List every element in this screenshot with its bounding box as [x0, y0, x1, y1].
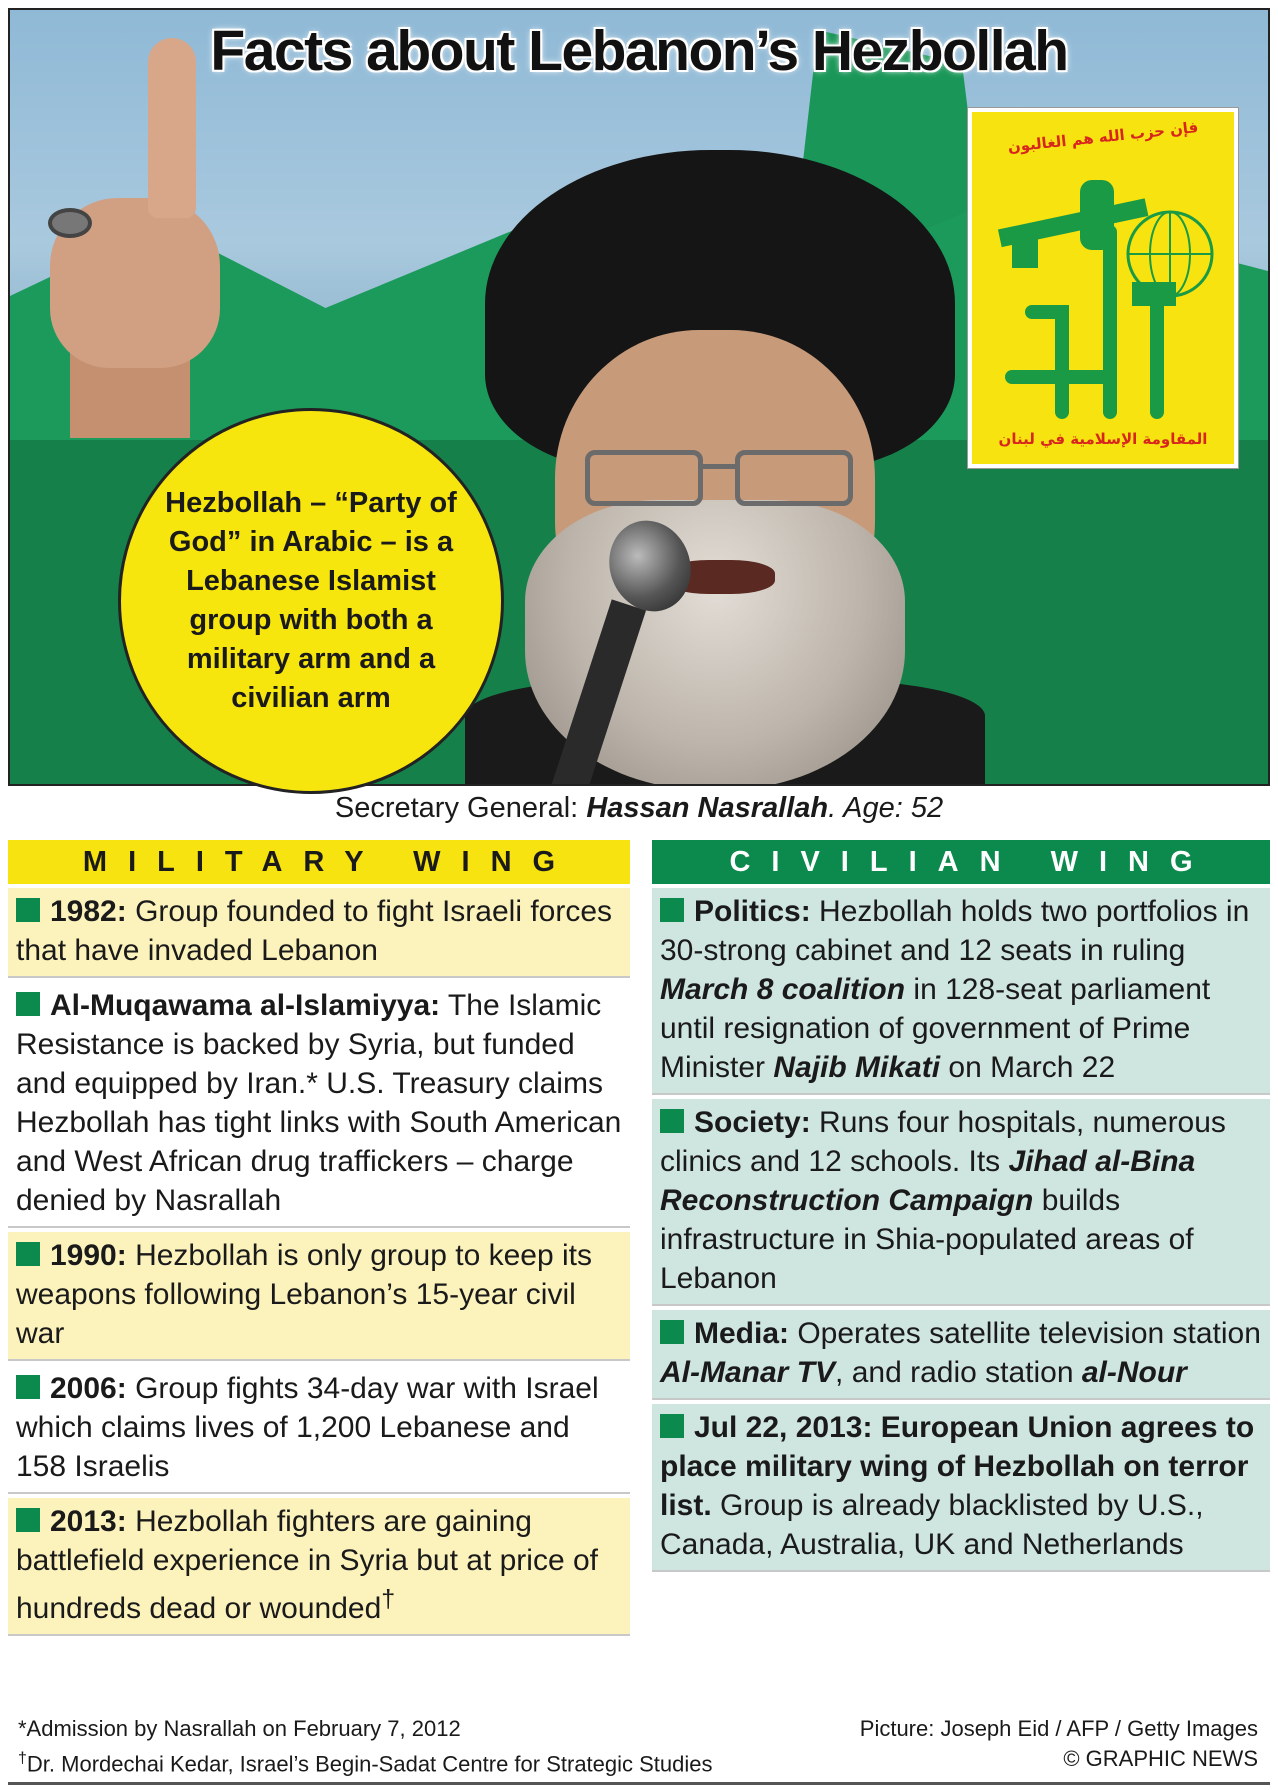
speaker-portrait — [465, 120, 985, 786]
civilian-item-society: Society: Runs four hospitals, numerous clinics and 12 schools. Its Jihad al-Bina Reconstruction Campaign builds infrastructure in Shia-populated areas of Lebanon — [652, 1099, 1270, 1306]
copyright: © GRAPHIC NEWS — [1063, 1746, 1258, 1771]
civilian-item-media: Media: Operates satellite television station Al-Manar TV, and radio station al-Nour — [652, 1310, 1270, 1400]
secgen-age: . Age: 52 — [828, 792, 944, 824]
civilian-wing-column — [652, 840, 1270, 1572]
secgen-name: Hassan Nasrallah — [586, 792, 829, 824]
credits — [860, 1714, 1258, 1774]
civilian-wing-heading: CIVILIAN WING — [652, 840, 1270, 884]
dagger-mark: † — [381, 1585, 396, 1613]
secgen-label: Secretary General: — [334, 792, 587, 824]
hezbollah-flag — [968, 108, 1238, 468]
military-item: 1990: Hezbollah is only group to keep its weapons following Lebanon’s 15-year civil war — [8, 1232, 630, 1361]
definition-text: Hezbollah – “Party of God” in Arabic – is a Lebanese Islamist group with both a military arm and a civilian arm — [165, 487, 457, 714]
dagger-mark: † — [18, 1750, 27, 1767]
bullet-icon — [16, 898, 40, 922]
bullet-icon — [16, 1242, 40, 1266]
military-item: 2006: Group fights 34-day war with Israel which claims lives of 1,200 Lebanese and 158 Israelis — [8, 1365, 630, 1494]
flag-emblem-icon — [992, 162, 1222, 422]
bullet-icon — [660, 898, 684, 922]
bullet-icon — [16, 1375, 40, 1399]
footnotes — [18, 1714, 713, 1779]
military-wing-heading: MILITARY WING — [8, 840, 630, 884]
military-item: Al-Muqawama al-Islamiyya: The Islamic Resistance is backed by Syria, but funded and equipped by Iran.* U.S. Treasury claims Hezbollah has tight links with South American and West African drug traffickers – charge denied by Nasrallah — [8, 982, 630, 1228]
flag-top-text: فإن حزب الله هم الغالبون — [1006, 118, 1200, 156]
secretary-general-line — [8, 792, 1270, 825]
divider — [8, 1782, 1270, 1785]
military-item: 2013: Hezbollah fighters are gaining battlefield experience in Syria but at price of hundreds dead or wounded† — [8, 1498, 630, 1636]
footnote-admission: *Admission by Nasrallah on February 7, 2012 — [18, 1716, 461, 1741]
civilian-item-eu: Jul 22, 2013: European Union agrees to place military wing of Hezbollah on terror list. Group is already blacklisted by U.S., Canada, Australia, UK and Netherlands — [652, 1404, 1270, 1572]
bullet-icon — [16, 1508, 40, 1532]
military-wing-column — [8, 840, 630, 1636]
bullet-icon — [660, 1320, 684, 1344]
definition-circle — [118, 408, 504, 794]
photo-credit: Picture: Joseph Eid / AFP / Getty Images — [859, 1716, 1258, 1741]
raised-hand — [30, 38, 230, 418]
military-item: 1982: Group founded to fight Israeli forces that have invaded Lebanon — [8, 888, 630, 978]
bullet-icon — [16, 992, 40, 1016]
civilian-item-politics: Politics: Hezbollah holds two portfolios in 30-strong cabinet and 12 seats in ruling March 8 coalition in 128-seat parliament until resignation of government of Prime Minister Najib Mikati on March 22 — [652, 888, 1270, 1095]
bullet-icon — [660, 1109, 684, 1133]
bullet-icon — [660, 1414, 684, 1438]
page-title: Facts about Lebanon’s Hezbollah — [210, 19, 1068, 83]
footnote-source: Dr. Mordechai Kedar, Israel’s Begin-Sadat Centre for Strategic Studies — [26, 1751, 713, 1777]
flag-bottom-text: المقاومة الإسلامية في لبنان — [998, 430, 1208, 448]
